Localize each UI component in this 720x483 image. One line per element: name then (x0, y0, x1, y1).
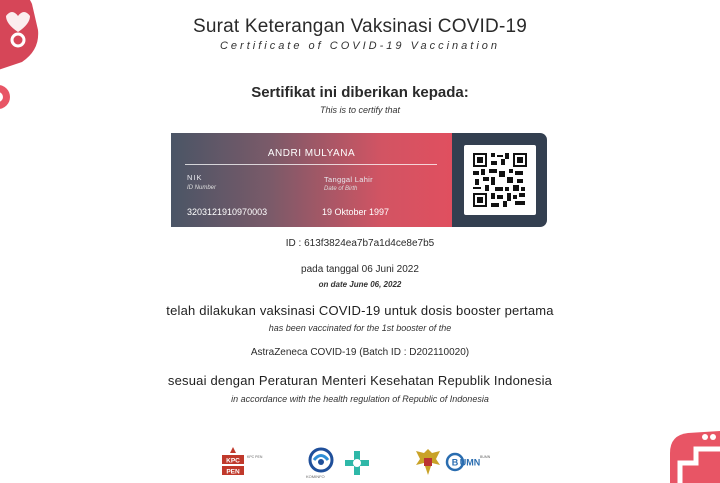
nik-sublabel: ID Number (187, 185, 217, 191)
certificate-id: ID : 613f3824ea7b7a1d4ce8e7b5 (285, 238, 435, 249)
identity-card-panel (171, 133, 452, 227)
kpc-pen-caption (247, 455, 287, 459)
kemenkes-logo (345, 451, 369, 475)
vaccination-statement: telah dilakukan vaksinasi COVID-19 untuk dosis booster pertama (166, 303, 554, 318)
page-title: Surat Keterangan Vaksinasi COVID-19 (192, 16, 528, 37)
certify-label-en: This is to certify that (319, 105, 401, 115)
vaccination-statement-en: has been vaccinated for the 1st booster of the (268, 323, 452, 333)
kpc-pen-logo (222, 447, 244, 477)
garuda-emblem (414, 447, 442, 477)
qr-code (464, 145, 536, 215)
identity-card (171, 133, 547, 227)
dob-sublabel: Date of Birth (324, 186, 358, 192)
bumn-text: BUMN (480, 455, 491, 459)
certify-label: Sertifikat ini diberikan kepada: (251, 84, 469, 101)
nik-value: 3203121910970003 (187, 207, 268, 217)
kominfo-text: KOMINFO (306, 474, 325, 479)
kpc-pen-text: KPC PEN (247, 455, 263, 459)
bumn-caption (480, 455, 508, 459)
regulation-statement: sesuai dengan Peraturan Menteri Kesehatan Republik Indonesia (167, 373, 553, 388)
name-divider (185, 164, 437, 165)
qr-code-icon (473, 153, 527, 207)
svg-text:PEN: PEN (226, 468, 240, 476)
bumn-logo (446, 447, 481, 477)
footer-logos (0, 443, 720, 481)
vaccination-date-en: on date June 06, 2022 (318, 280, 402, 289)
kominfo-logo (308, 447, 334, 473)
svg-text:UMN: UMN (459, 457, 481, 468)
svg-text:KPC: KPC (226, 457, 240, 465)
svg-text:B: B (451, 457, 459, 468)
vaccination-date: pada tanggal 06 Juni 2022 (301, 264, 419, 275)
nik-label: NIK (187, 173, 203, 182)
regulation-statement-en: in accordance with the health regulation of Republic of Indonesia (231, 394, 489, 404)
page-subtitle: Certificate of COVID-19 Vaccination (219, 40, 501, 52)
vaccine-brand: AstraZeneca COVID-19 (Batch ID : D202110020) (250, 347, 470, 358)
dob-label: Tanggal Lahir (324, 175, 373, 184)
holder-name: ANDRI MULYANA (267, 148, 356, 159)
dob-value: 19 Oktober 1997 (322, 207, 390, 217)
